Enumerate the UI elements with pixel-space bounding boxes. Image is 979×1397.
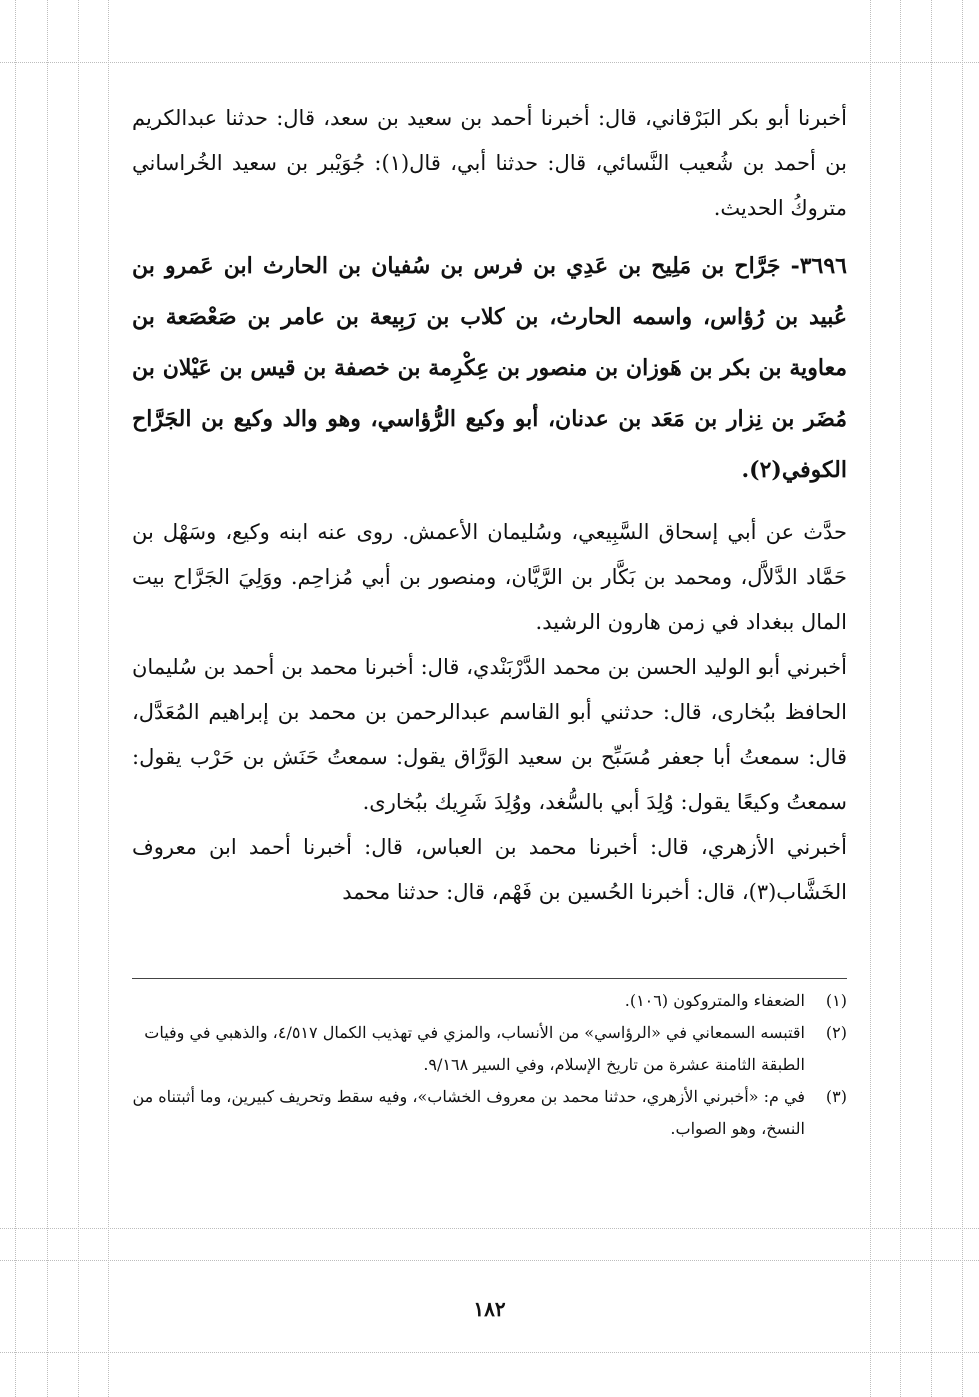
guide-line — [0, 1260, 979, 1261]
footnote-number: (٣) — [825, 1087, 847, 1106]
footnote-text: اقتبسه السمعاني في «الرؤاسي» من الأنساب، والمزي في تهذيب الكمال ٤/٥١٧، والذهبي في وفيات الطبقة الثامنة عشرة من تاريخ الإسلام، وفي السير ٩/١٦٨. — [144, 1023, 805, 1074]
footnote-text: في م: «أخبرني الأزهري، حدثنا محمد بن معروف الخشاب»، وفيه سقط وتحريف كبيرين، وما أثبتناه من النسخ، وهو الصواب. — [132, 1087, 805, 1138]
guide-line — [0, 1352, 979, 1353]
guide-line — [962, 0, 963, 1397]
paragraph-isnad-1: أخبرنا أبو بكر البَرْقاني، قال: أخبرنا أحمد بن سعيد بن سعد، قال: حدثنا عبدالكريم بن أحمد بن شُعيب النَّسائي، قال: حدثنا أبي، قال(١): جُوَيْبر بن سعيد الخُراساني متروكُ الحديث. — [132, 106, 847, 220]
guide-line — [108, 0, 109, 1397]
guide-line — [900, 0, 901, 1397]
footnote — [132, 985, 847, 1017]
paragraph-isnad-3: أخبرني الأزهري، قال: أخبرنا محمد بن العباس، قال: أخبرنا أحمد ابن معروف الخَشَّاب(٣)، قال: أخبرنا الحُسين بن فَهْم، قال: حدثنا محمد — [132, 835, 847, 904]
biography-entry-heading: ٣٦٩٦- جَرَّاح بن مَلِيح بن عَدِي بن فرس بن سُفيان بن الحارث ابن عَمرو بن عُبيد بن رُؤاس، واسمه الحارث، بن كلاب بن رَبِيعة بن عامر بن صَعْصَعة بن معاوية بن بكر بن هَوزان بن منصور بن عِكْرِمة بن خصفة بن قيس بن عَيْلان بن مُضَر بن نِزار بن مَعَد بن عدنان، أبو وكيع الرُّؤاسي، وهو والد وكيع بن الجَرَّاح الكوفي(٢). — [132, 253, 847, 483]
paragraph-narrators: حدَّث عن أبي إسحاق السَّبِيعي، وسُليمان الأعمش. روى عنه ابنه وكيع، وسَهْل بن حَمَّاد الدَّلاَّل، ومحمد بن بَكَّار بن الرَّيَّان، ومنصور بن أبي مُزاحِم. ووَلِيَ الجَرَّاح بيت المال ببغداد في زمن هارون الرشيد. — [132, 520, 847, 634]
footnote-number: (١) — [825, 991, 847, 1010]
guide-line — [15, 0, 16, 1397]
footnote — [132, 1081, 847, 1145]
footnotes — [132, 978, 847, 1145]
footnote-number: (٢) — [825, 1023, 847, 1042]
guide-line — [0, 1228, 979, 1229]
footnote-text: الضعفاء والمتروكون (١٠٦). — [624, 991, 805, 1010]
guide-line — [931, 0, 932, 1397]
guide-line — [870, 0, 871, 1397]
page-body — [132, 96, 847, 915]
guide-line — [47, 0, 48, 1397]
guide-line — [0, 62, 979, 63]
guide-line — [78, 0, 79, 1397]
paragraph-isnad-2: أخبرني أبو الوليد الحسن بن محمد الدَّرْبَنْدي، قال: أخبرنا محمد بن أحمد بن سُليمان الحافظ ببُخارى، قال: حدثني أبو القاسم عبدالرحمن بن محمد بن إبراهيم المُعَدَّل، قال: سمعتُ أبا جعفر مُسَبِّح بن سعيد الوَرَّاق يقول: سمعتُ حَنَش بن حَرْب يقول: سمعتُ وكيعًا يقول: وُلِدَ أبي بالسُّغد، ووُلِدَ شَرِيك ببُخارى. — [132, 655, 847, 814]
footnote — [132, 1017, 847, 1081]
page-number: ١٨٢ — [473, 1297, 506, 1321]
